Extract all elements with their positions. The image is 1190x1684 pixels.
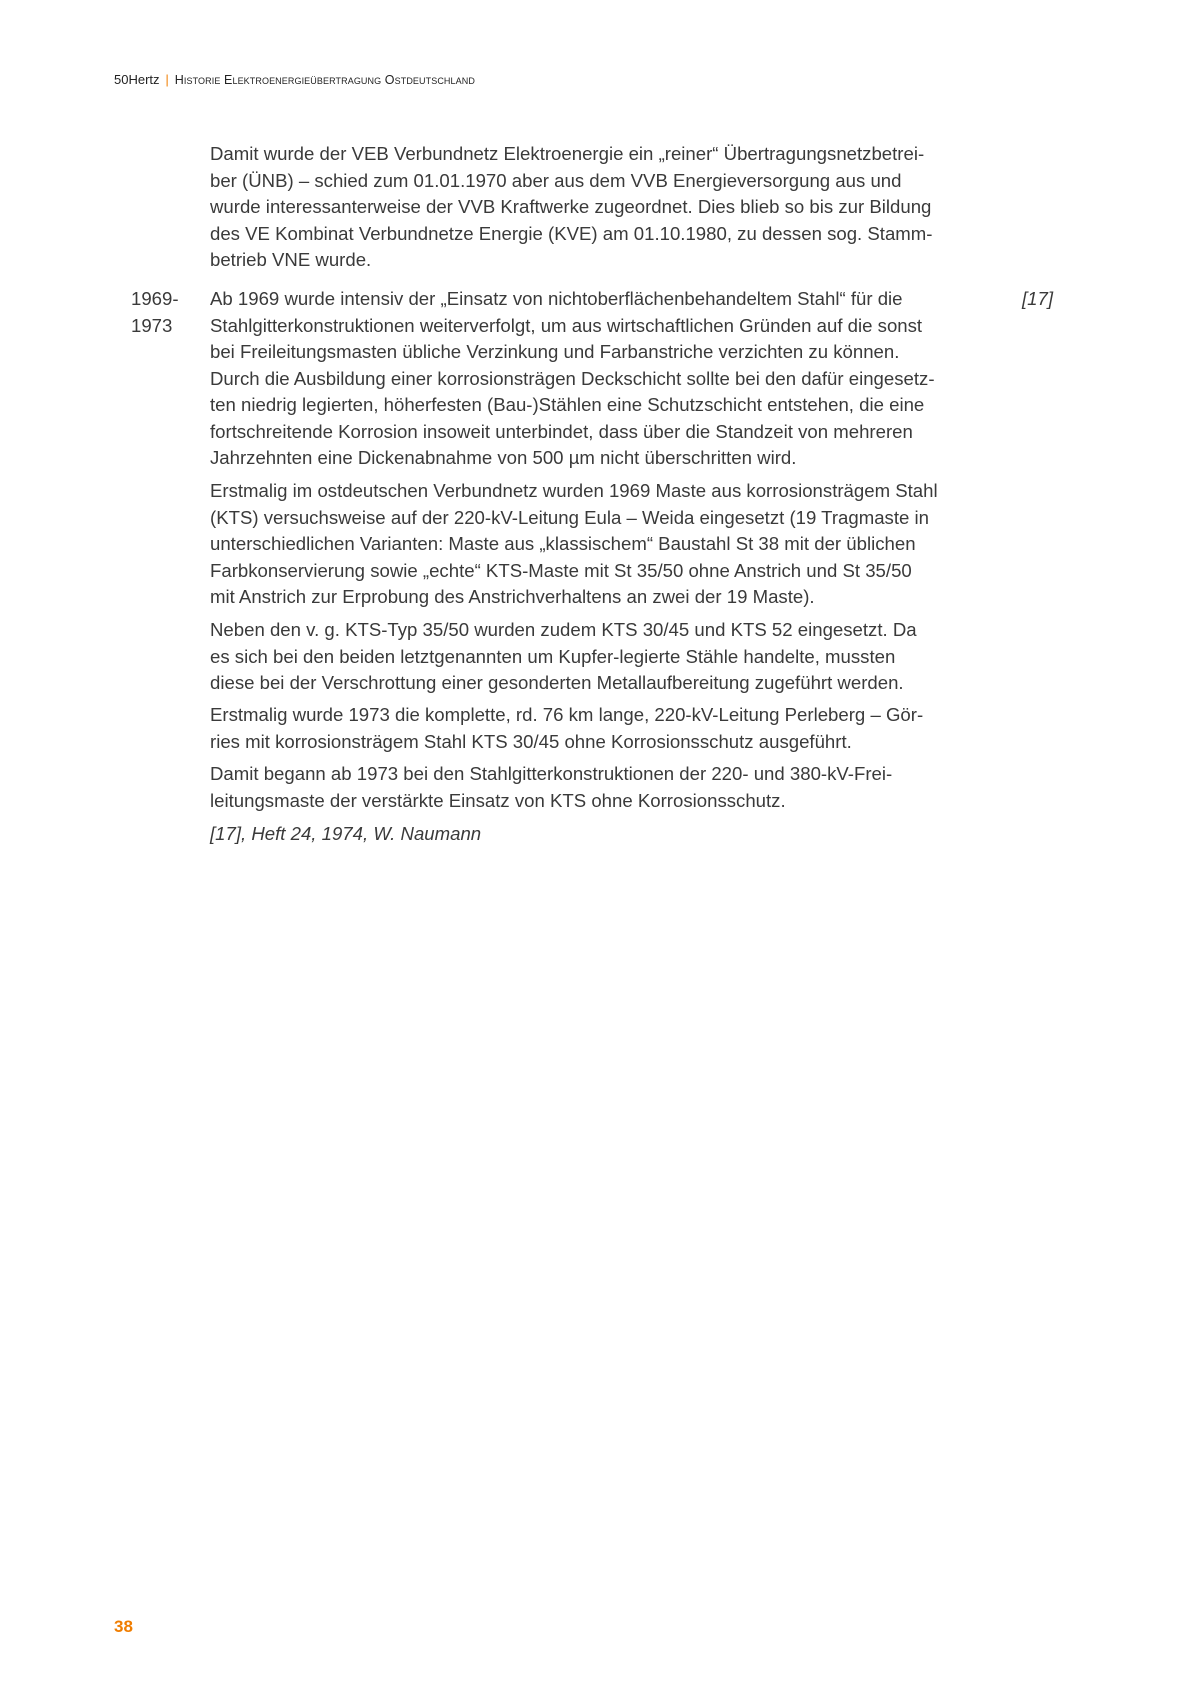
header-brand: 50Hertz: [114, 72, 160, 87]
page-number: 38: [114, 1617, 133, 1636]
text-line: wurde interessanterweise der VVB Kraftwerke zugeordnet. Dies blieb so bis zur Bildung: [210, 196, 932, 217]
citation-text: [17], Heft 24, 1974, W. Naumann: [210, 823, 482, 844]
paragraph-5: [210, 761, 1010, 814]
paragraph-4: [210, 702, 1010, 755]
text-line: ten niedrig legierten, höherfesten (Bau-)Stählen eine Schutzschicht entstehen, die eine: [210, 394, 925, 415]
paragraph-1: [210, 286, 1010, 472]
running-header: [114, 72, 475, 87]
paragraph-intro: [210, 141, 1010, 274]
text-line: Erstmalig wurde 1973 die komplette, rd. 76 km lange, 220-kV-Leitung Perleberg – Gör-: [210, 704, 924, 725]
text-line: Farbkonservierung sowie „echte“ KTS-Maste mit St 35/50 ohne Anstrich und St 35/50: [210, 559, 912, 581]
entry-year-range: [131, 286, 179, 339]
text-line: betrieb VNE wurde.: [210, 249, 372, 270]
text-line: unterschiedlichen Varianten: Maste aus „klassischem“ Baustahl St 38 mit der üblichen: [210, 533, 916, 554]
text-line: mit Anstrich zur Erprobung des Anstrichverhaltens an zwei der 19 Maste).: [210, 586, 815, 607]
text-line: ber (ÜNB) – schied zum 01.01.1970 aber aus dem VVB Energieversorgung aus und: [210, 169, 902, 191]
header-title: Historie Elektroenergieübertragung Ostdeutschland: [174, 73, 475, 87]
text-line: Ab 1969 wurde intensiv der „Einsatz von nichtoberflächenbehandeltem Stahl“ für die: [210, 288, 903, 309]
text-line: Damit begann ab 1973 bei den Stahlgitterkonstruktionen der 220- und 380-kV-Frei-: [210, 763, 893, 784]
text-line: es sich bei den beiden letztgenannten um Kupfer-legierte Stähle handelte, mussten: [210, 645, 896, 667]
year-start: 1969-: [131, 288, 179, 309]
year-end: 1973: [131, 314, 173, 336]
text-line: Damit wurde der VEB Verbundnetz Elektroenergie ein „reiner“ Übertragungsnetzbetrei-: [210, 143, 925, 164]
header-separator: |: [165, 73, 169, 87]
text-line: leitungsmaste der verstärkte Einsatz von KTS ohne Korrosionsschutz.: [210, 789, 786, 811]
text-line: Stahlgitterkonstruktionen weiterverfolgt, um aus wirtschaftlichen Gründen auf die sonst: [210, 314, 923, 336]
text-line: (KTS) versuchsweise auf der 220-kV-Leitung Eula – Weida eingesetzt (19 Tragmaste in: [210, 506, 929, 528]
text-line: Erstmalig im ostdeutschen Verbundnetz wurden 1969 Maste aus korrosionsträgem Stahl: [210, 480, 938, 501]
text-line: Durch die Ausbildung einer korrosionsträgen Deckschicht sollte bei den dafür eingesetz-: [210, 367, 935, 389]
entry-reference: [17]: [1022, 288, 1054, 309]
paragraph-3: [210, 617, 1010, 697]
paragraph-2: [210, 478, 1010, 611]
text-line: des VE Kombinat Verbundnetze Energie (KVE) am 01.10.1980, zu dessen sog. Stamm-: [210, 222, 933, 244]
text-line: diese bei der Verschrottung einer gesonderten Metallaufbereitung zugeführt werden.: [210, 672, 904, 693]
source-citation: [210, 821, 1010, 848]
text-line: bei Freileitungsmasten übliche Verzinkung und Farbanstriche verzichten zu können.: [210, 341, 900, 362]
text-line: ries mit korrosionsträgem Stahl KTS 30/45 ohne Korrosionsschutz ausgeführt.: [210, 730, 852, 752]
text-line: Jahrzehnten eine Dickenabnahme von 500 µm nicht überschritten wird.: [210, 447, 797, 468]
text-line: Neben den v. g. KTS-Typ 35/50 wurden zudem KTS 30/45 und KTS 52 eingesetzt. Da: [210, 619, 917, 640]
text-line: fortschreitende Korrosion insoweit unterbindet, dass über die Standzeit von mehreren: [210, 420, 913, 442]
